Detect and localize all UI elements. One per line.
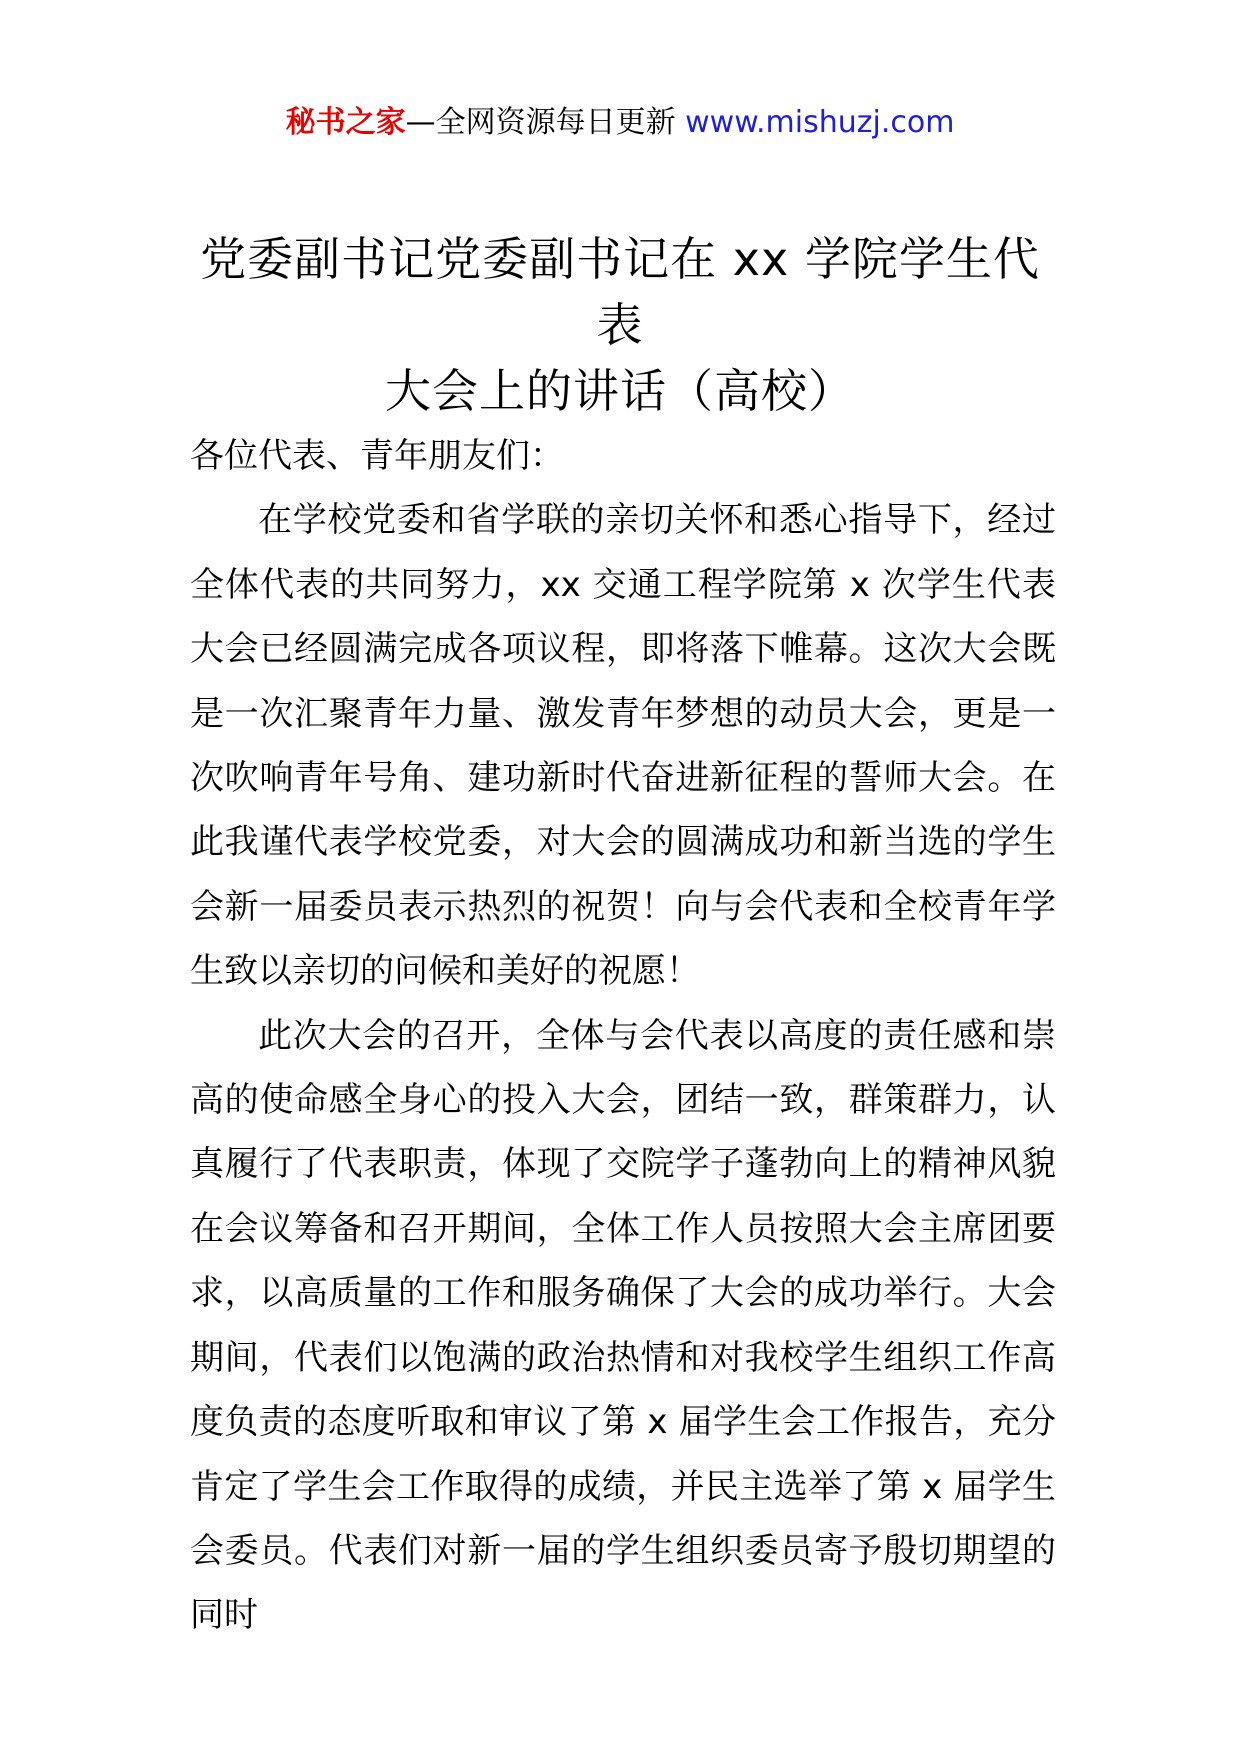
title-line-2: 大会上的讲话（高校） (385, 364, 855, 418)
header-tagline: —全网资源每日更新 (405, 105, 686, 140)
title-line-1: 党委副书记党委副书记在 xx 学院学生代表 (200, 232, 1040, 352)
document-body (190, 424, 1056, 1648)
document-title (180, 226, 1060, 424)
paragraph-1: 在学校党委和省学联的亲切关怀和悉心指导下，经过全体代表的共同努力，xx 交通工程学院第 x 次学生代表大会已经圆满完成各项议程，即将落下帷幕。这次大会既是一次汇聚青年力量、激发青年梦想的动员大会，更是一次吹响青年号角、建功新时代奋进新征程的誓师大会。在此我谨代表学校党委，对大会的圆满成功和新当选的学生会新一届委员表示热烈的祝贺！向与会代表和全校青年学生致以亲切的问候和美好的祝愿！ (190, 500, 1056, 992)
brand-name: 秘书之家 (285, 105, 406, 140)
salutation: 各位代表、青年朋友们： (190, 436, 564, 476)
paragraph-2: 此次大会的召开，全体与会代表以高度的责任感和崇高的使命感全身心的投入大会，团结一致，群策群力，认真履行了代表职责，体现了交院学子蓬勃向上的精神风貌在会议筹备和召开期间，全体工作人员按照大会主席团要求，以高质量的工作和服务确保了大会的成功举行。大会期间，代表们以饱满的政治热情和对我校学生组织工作高度负责的态度听取和审议了第 x 届学生会工作报告，充分肯定了学生会工作取得的成绩，并民主选举了第 x 届学生会委员。代表们对新一届的学生组织委员寄予殷切期望的同时 (190, 1015, 1056, 1636)
site-url[interactable]: www.mishuzj.com (685, 105, 955, 140)
page-header (0, 100, 1240, 146)
